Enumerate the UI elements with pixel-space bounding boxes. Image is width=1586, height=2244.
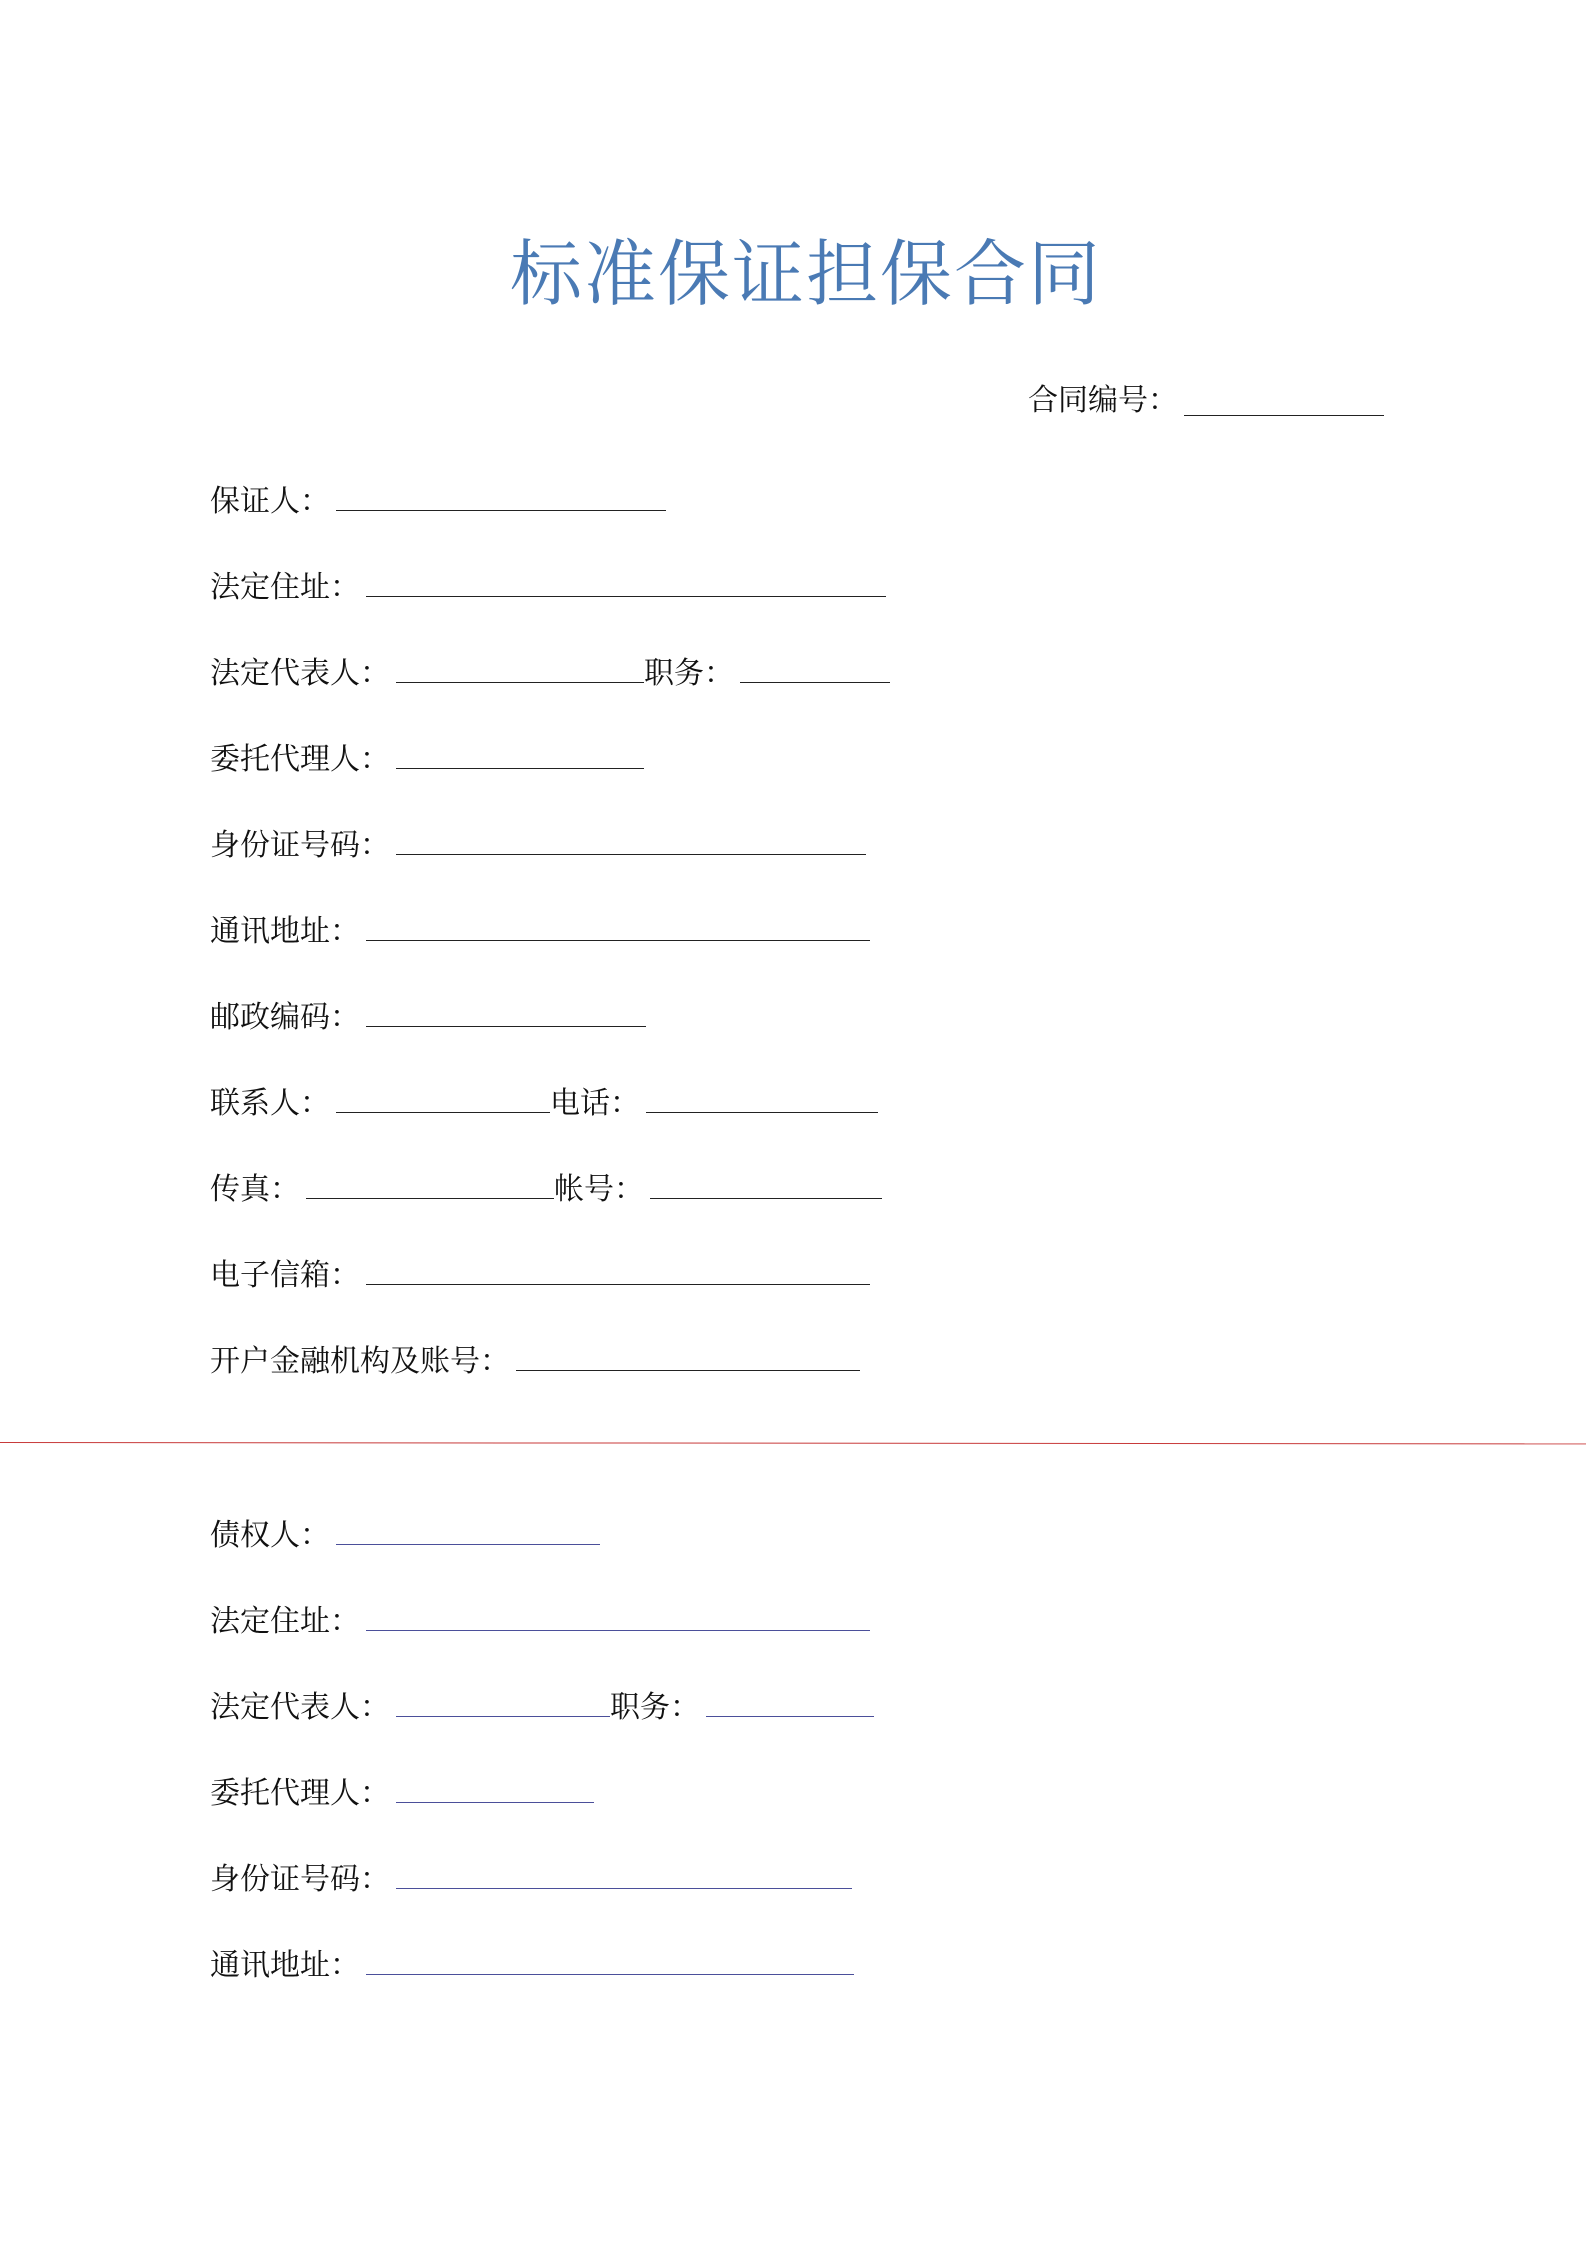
guarantor-mail-address-row [210,910,870,947]
guarantor-id-label: 身份证号码： [210,828,390,863]
section-divider [0,1442,1586,1444]
guarantor-account-label: 帐号： [554,1172,644,1207]
guarantor-contact-row [210,1082,878,1119]
guarantor-postcode-label: 邮政编码： [210,1000,360,1035]
guarantor-label: 保证人： [210,484,330,519]
guarantor-phone-label: 电话： [550,1086,640,1121]
creditor-legal-rep-row [210,1686,874,1723]
guarantor-id-blank[interactable] [396,824,866,855]
creditor-agent-label: 委托代理人： [210,1776,390,1811]
creditor-position-blank[interactable] [706,1686,874,1717]
guarantor-email-label: 电子信箱： [210,1258,360,1293]
guarantor-phone-blank[interactable] [646,1082,878,1113]
guarantor-blank[interactable] [336,480,666,511]
contract-number-field [1028,385,1384,416]
creditor-mail-address-row [210,1944,854,1981]
creditor-agent-blank[interactable] [396,1772,594,1803]
contract-number-blank[interactable] [1184,385,1384,416]
creditor-agent-row [210,1772,594,1809]
guarantor-agent-blank[interactable] [396,738,644,769]
creditor-label: 债权人： [210,1518,330,1553]
creditor-id-blank[interactable] [396,1858,852,1889]
guarantor-contact-blank[interactable] [336,1082,550,1113]
creditor-id-label: 身份证号码： [210,1862,390,1897]
guarantor-legal-address-blank[interactable] [366,566,886,597]
guarantor-agent-label: 委托代理人： [210,742,390,777]
contract-number-label: 合同编号： [1028,383,1178,418]
guarantor-fax-label: 传真： [210,1172,300,1207]
guarantor-legal-address-row [210,566,886,603]
document-title: 标准保证担保合同 [509,232,1102,316]
guarantor-bank-blank[interactable] [516,1340,860,1371]
creditor-legal-address-label: 法定住址： [210,1604,360,1639]
guarantor-email-row [210,1254,870,1291]
creditor-id-row [210,1858,852,1895]
guarantor-mail-address-label: 通讯地址： [210,914,360,949]
guarantor-bank-label: 开户金融机构及账号： [210,1344,510,1379]
guarantor-bank-row [210,1340,860,1377]
guarantor-position-blank[interactable] [740,652,890,683]
guarantor-id-row [210,824,866,861]
creditor-row [210,1514,600,1551]
creditor-legal-address-row [210,1600,870,1637]
guarantor-legal-rep-blank[interactable] [396,652,644,683]
guarantor-row [210,480,666,517]
guarantor-account-blank[interactable] [650,1168,882,1199]
guarantor-fax-blank[interactable] [306,1168,554,1199]
guarantor-mail-address-blank[interactable] [366,910,870,941]
guarantor-postcode-blank[interactable] [366,996,646,1027]
guarantor-agent-row [210,738,644,775]
guarantor-contact-label: 联系人： [210,1086,330,1121]
guarantor-legal-address-label: 法定住址： [210,570,360,605]
creditor-position-label: 职务： [610,1690,700,1725]
guarantor-position-label: 职务： [644,656,734,691]
creditor-mail-address-blank[interactable] [366,1944,854,1975]
creditor-mail-address-label: 通讯地址： [210,1948,360,1983]
creditor-legal-rep-blank[interactable] [396,1686,610,1717]
creditor-blank[interactable] [336,1514,600,1545]
guarantor-legal-rep-row [210,652,890,689]
guarantor-postcode-row [210,996,646,1033]
creditor-legal-address-blank[interactable] [366,1600,870,1631]
guarantor-legal-rep-label: 法定代表人： [210,656,390,691]
guarantor-email-blank[interactable] [366,1254,870,1285]
guarantor-fax-row [210,1168,882,1205]
creditor-legal-rep-label: 法定代表人： [210,1690,390,1725]
